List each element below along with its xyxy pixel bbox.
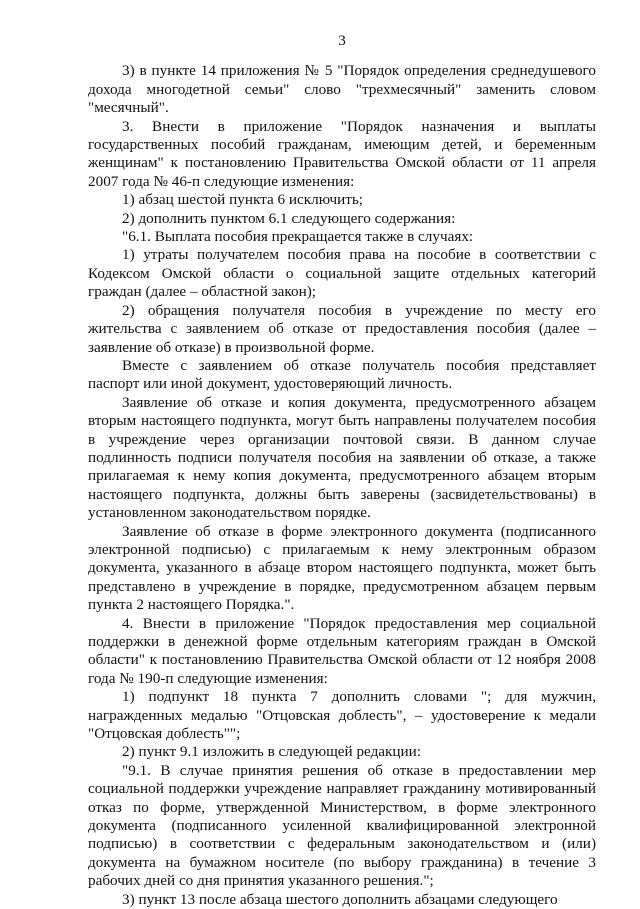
paragraph-15: 3) пункт 13 после абзаца шестого дополнить абзацами следующего xyxy=(122,890,558,908)
paragraph-8: Вместе с заявлением об отказе получатель пособия представляет паспорт или иной документ, удостоверяющий личность. xyxy=(88,356,596,393)
paragraph-14: "9.1. В случае принятия решения об отказе в предоставлении мер социальной поддержки учреждение направляет гражданину мотивированный отказ по форме, утвержденной Министерством, в форме электронного документа (подписанного усиленной квалифицированной электронной подписью) в соответствии с федеральным законодательством и (или) документа на бумажном носителе (по выбору гражданина) в течение 3 рабочих дней со дня принятия указанного решения."; xyxy=(88,761,596,890)
paragraph-1: 3) в пункте 14 приложения № 5 "Порядок определения среднедушевого дохода многодетной семьи" слово "трехмесячный" заменить словом "месячный". xyxy=(88,62,596,117)
paragraph-10: Заявление об отказе в форме электронного документа (подписанного электронной подписью) с прилагаемым к нему электронным образом документа, указанного в абзаце втором настоящего подпункта, может быть представлено в учреждение в порядке, предусмотренном абзацем первым пункта 2 настоящего Порядка.". xyxy=(88,522,596,614)
paragraph-9: Заявление об отказе и копия документа, предусмотренного абзацем вторым настоящего подпункта, могут быть направлены получателем пособия в учреждение через организации почтовой связи. В данном случае подлинность подписи получателя пособия на заявлении об отказе, а также прилагаемая к нему копия документа, предусмотренного абзацем вторым настоящего подпункта, должны быть заверены (засвидетельствованы) в установленном законодательством порядке. xyxy=(88,393,596,522)
document-body xyxy=(88,62,596,909)
paragraph-7: 2) обращения получателя пособия в учреждение по месту его жительства с заявлением об отказе от предоставления пособия (далее – заявление об отказе) в произвольной форме. xyxy=(88,301,596,356)
page-number: 3 xyxy=(338,32,346,49)
paragraph-11: 4. Внести в приложение "Порядок предоставления мер социальной поддержки в денежной форме отдельным категориям граждан в Омской области" к постановлению Правительства Омской области от 12 ноября 2008 года № 190-п следующие изменения: xyxy=(88,614,596,687)
paragraph-5: "6.1. Выплата пособия прекращается также в случаях: xyxy=(122,228,474,246)
paragraph-6: 1) утраты получателем пособия права на пособие в соответствии с Кодексом Омской области о социальной защите отдельных категорий граждан (далее – областной закон); xyxy=(88,246,596,301)
paragraph-13: 2) пункт 9.1 изложить в следующей редакции: xyxy=(122,743,422,761)
paragraph-12: 1) подпункт 18 пункта 7 дополнить словами "; для мужчин, награжденных медалью "Отцовская доблесть", – удостоверение к медали "Отцовская доблесть""; xyxy=(88,688,596,743)
paragraph-4: 2) дополнить пунктом 6.1 следующего содержания: xyxy=(122,209,456,227)
paragraph-2: 3. Внести в приложение "Порядок назначения и выплаты государственных пособий гражданам, имеющим детей, и беременным женщинам" к постановлению Правительства Омской области от 11 апреля 2007 года № 46-п следующие изменения: xyxy=(88,117,596,190)
paragraph-3: 1) абзац шестой пункта 6 исключить; xyxy=(122,191,364,209)
